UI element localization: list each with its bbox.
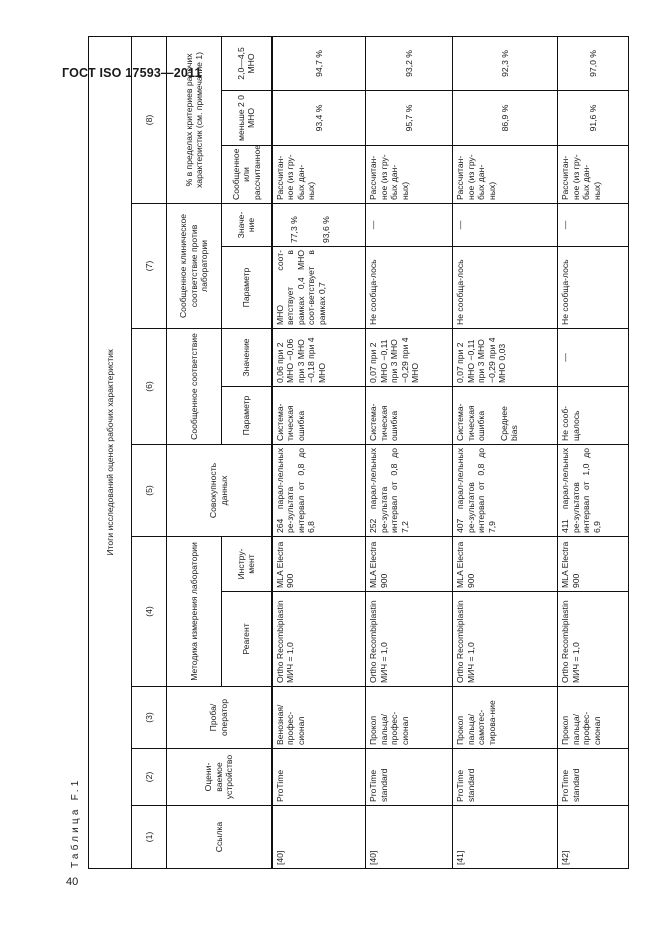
cell-w-type: Рассчитан-ное (из гру-бых дан-ных): [272, 146, 366, 204]
cell-sample: Прокол пальца/ самотес-тирова-ние: [453, 687, 558, 749]
cell-w-type: Рассчитан-ное (из гру-бых дан-ных): [366, 146, 453, 204]
cell-cl-param: Не сообща-лось: [366, 247, 453, 329]
results-table: [88, 36, 629, 869]
header-instrument: Инстру-мент: [222, 537, 272, 592]
col-number-8: (8): [132, 36, 167, 203]
header-dataset: Совокупность данных: [167, 445, 272, 537]
table-row: [366, 36, 453, 868]
ra-param-2: Среднее bias: [498, 406, 520, 441]
col-number-5: (5): [132, 445, 167, 537]
cell-ra-value: 0,07 при 2 МНО −0,11 при 3 МНО −0,29 при 4 МНО: [366, 329, 453, 387]
cell-ra-param: Не сооб-щалось: [558, 387, 629, 445]
cell-instrument: MLA Electra 900: [272, 537, 366, 592]
cell-w-2to45: 93,2 %: [366, 36, 453, 90]
header-reagent: Реагент: [222, 592, 272, 687]
col-number-6: (6): [132, 329, 167, 445]
cell-w-less2: 91,6 %: [558, 91, 629, 146]
col-number-2: (2): [132, 749, 167, 806]
cell-ra-param: Система-тическая ошибка: [272, 387, 366, 445]
table-row: [272, 36, 366, 868]
table-row: [558, 36, 629, 868]
cell-w-type: Рассчитан-ное (из гру-бых дан-ных): [558, 146, 629, 204]
header-ref: Ссылка: [167, 806, 272, 869]
header-method: Методика измерения лаборатории: [167, 537, 222, 687]
cell-sample: Венозная/ профес-сионал: [272, 687, 366, 749]
header-clinical: Сообщенное клиническое соответствие против лаборатории: [167, 204, 222, 329]
cell-dataset: 407 парал-лельных ре-зультатов интервал от 0,8 до 7,9: [453, 445, 558, 537]
header-reported-agreement: Сообщенное соответствие: [167, 329, 222, 445]
cell-ra-param: [453, 387, 558, 445]
ra-param-1: Система-тическая ошибка: [455, 403, 487, 441]
cell-device: ProTime standard: [558, 749, 629, 806]
col-number-1: (1): [132, 806, 167, 869]
cl-value-1: 77,3 %: [288, 216, 299, 243]
cell-ra-value: 0,06 при 2 МНО −0,06 при 3 МНО −0,18 при 4 МНО: [272, 329, 366, 387]
cell-cl-param: Не сообща-лось: [558, 247, 629, 329]
cell-device: ProTime standard: [453, 749, 558, 806]
cell-cl-value: [272, 204, 366, 247]
cell-instrument: MLA Electra 900: [558, 537, 629, 592]
cell-sample: Прокол пальца/ профес-сионал: [366, 687, 453, 749]
header-cl-value: Значе-ние: [222, 204, 272, 247]
header-w-type: Сообщенное или рассчитанное: [222, 146, 272, 204]
header-sample: Проба/ оператор: [167, 687, 272, 749]
cell-w-type: Рассчитан-ное (из гру-бых дан-ных): [453, 146, 558, 204]
cell-w-less2: 86,9 %: [453, 91, 558, 146]
cl-value-2: 93,6 %: [321, 216, 332, 243]
cell-sample: Прокол пальца/ профес-сионал: [558, 687, 629, 749]
cell-cl-param: МНО соот-ветствует в рамках 0,4 МНО соот-ветствует в рамках 0,7: [272, 247, 366, 329]
cell-w-2to45: 92,3 %: [453, 36, 558, 90]
document-header: ГОСТ ISO 17593—2011: [62, 66, 202, 80]
cell-dataset: 252 парал-лельных ре-зультата интервал от 0,8 до 7,2: [366, 445, 453, 537]
cell-w-2to45: 97,0 %: [558, 36, 629, 90]
cell-ref: [40]: [272, 806, 366, 869]
cell-reagent: Ortho Recombiplastin МИЧ = 1,0: [453, 592, 558, 687]
cell-ref: [42]: [558, 806, 629, 869]
cell-cl-value: —: [453, 204, 558, 247]
cell-dataset: 264 парал-лельных ре-зультата интервал от 0,8 до 6,8: [272, 445, 366, 537]
col-number-3: (3): [132, 687, 167, 749]
header-ra-param: Параметр: [222, 387, 272, 445]
col-number-4: (4): [132, 537, 167, 687]
table-caption: Таблица F.1: [70, 777, 81, 868]
header-w-2to45: 2,0—4,5 МНО: [222, 36, 272, 90]
cell-ra-param: Система-тическая ошибка: [366, 387, 453, 445]
cell-reagent: Ortho Recombiplastin МИЧ = 1,0: [558, 592, 629, 687]
cell-ra-value: —: [558, 329, 629, 387]
cell-ref: [40]: [366, 806, 453, 869]
header-ra-value: Значение: [222, 329, 272, 387]
cell-ra-value: 0,07 при 2 МНО −0,11 при 3 МНО −0,29 при 4 МНО 0,03: [453, 329, 558, 387]
table-title: Итоги исследований оценок рабочих характеристик: [89, 36, 132, 868]
cell-cl-param: Не сообща-лось: [453, 247, 558, 329]
cell-instrument: MLA Electra 900: [453, 537, 558, 592]
cell-device: ProTime standard: [366, 749, 453, 806]
cell-reagent: Ortho Recombiplastin МИЧ = 1,0: [272, 592, 366, 687]
cell-instrument: MLA Electra 900: [366, 537, 453, 592]
cell-w-2to45: 94,7 %: [272, 36, 366, 90]
cell-w-less2: 95,7 %: [366, 91, 453, 146]
col-number-7: (7): [132, 204, 167, 329]
cell-cl-value: —: [558, 204, 629, 247]
header-within-criteria: % в пределах критериев рабочих характеристик (см. примечание 1): [167, 36, 222, 203]
table-row: [453, 36, 558, 868]
header-device: Оцени-ваемое устройство: [167, 749, 272, 806]
cell-ref: [41]: [453, 806, 558, 869]
header-w-less2: меньше 2 0 МНО: [222, 91, 272, 146]
cell-dataset: 411 парал-лельных ре-зультатов интервал от 1,0 до 6,9: [558, 445, 629, 537]
cell-device: ProTime: [272, 749, 366, 806]
cell-cl-value: —: [366, 204, 453, 247]
page-number: 40: [66, 876, 79, 888]
header-cl-param: Параметр: [222, 247, 272, 329]
cell-w-less2: 93,4 %: [272, 91, 366, 146]
cell-reagent: Ortho Recombiplastin МИЧ = 1,0: [366, 592, 453, 687]
